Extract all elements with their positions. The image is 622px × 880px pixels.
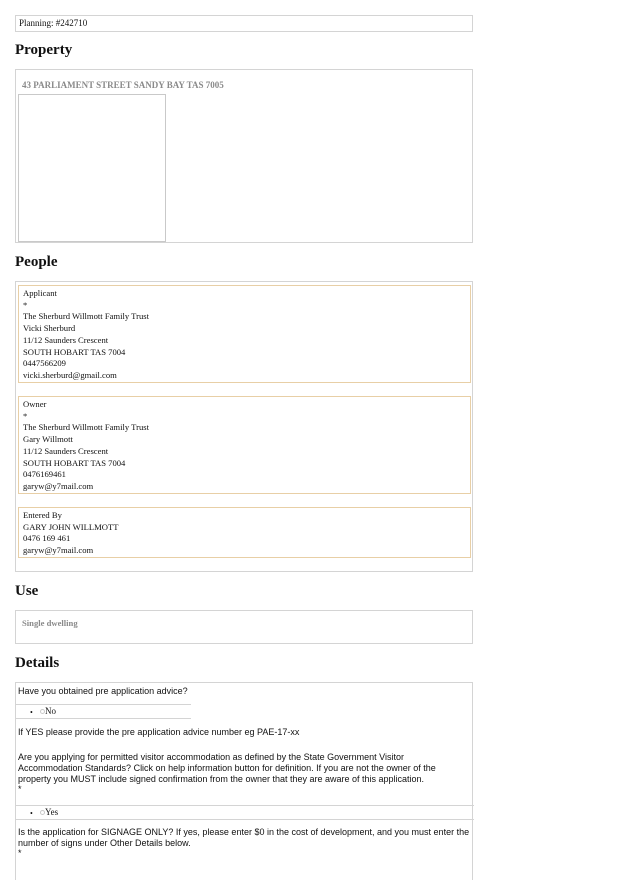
owner-name: The Sherburd Willmott Family Trust bbox=[23, 422, 150, 433]
entered-by-card bbox=[18, 507, 471, 558]
owner-role: Owner bbox=[23, 399, 47, 409]
entered-by-role: Entered By bbox=[23, 510, 62, 520]
people-box bbox=[15, 281, 473, 572]
entered-by-phone: 0476 169 461 bbox=[23, 533, 71, 544]
use-value: Single dwelling bbox=[22, 618, 78, 628]
question-visitor-accommodation-1: Are you applying for permitted visitor accommodation as defined by the State Government Visitor bbox=[18, 752, 405, 762]
applicant-name: The Sherburd Willmott Family Trust bbox=[23, 311, 150, 322]
question-visitor-accommodation-2: Accommodation Standards? Click on help information button for definition. If you are not the owner of the bbox=[18, 763, 436, 773]
owner-phone: 0476169461 bbox=[23, 469, 66, 480]
pre-application-followup: If YES please provide the pre application advice number eg PAE-17-xx bbox=[18, 727, 300, 737]
entered-by-email: garyw@y7mail.com bbox=[23, 545, 94, 556]
applicant-role: Applicant bbox=[23, 288, 57, 298]
property-address: 43 PARLIAMENT STREET SANDY BAY TAS 7005 bbox=[22, 80, 224, 90]
answer-no-label: No bbox=[45, 706, 56, 716]
owner-suburb: SOUTH HOBART TAS 7004 bbox=[23, 457, 126, 468]
question-signage-1: Is the application for SIGNAGE ONLY? If yes, please enter $0 in the cost of development, and you must enter the bbox=[18, 827, 470, 837]
owner-card bbox=[18, 396, 471, 494]
use-heading: Use bbox=[15, 583, 39, 599]
entered-by-name: GARY JOHN WILLMOTT bbox=[23, 521, 119, 532]
required-marker: * bbox=[23, 410, 28, 421]
planning-number: Planning: #242710 bbox=[19, 18, 88, 28]
planning-box bbox=[15, 15, 473, 32]
required-marker: * bbox=[18, 848, 22, 858]
question-signage-2: number of signs under Other Details below. bbox=[18, 838, 191, 848]
owner-contact: Gary Willmott bbox=[23, 434, 73, 445]
question-visitor-accommodation-3: property you MUST include signed confirmation from the owner that they are aware of this application. bbox=[18, 774, 425, 784]
applicant-phone: 0447566209 bbox=[23, 358, 66, 369]
pre-application-answer-row bbox=[16, 704, 191, 719]
question-pre-application: Have you obtained pre application advice? bbox=[18, 686, 188, 696]
people-heading: People bbox=[15, 254, 58, 270]
bullet: • bbox=[30, 708, 33, 717]
property-box bbox=[15, 69, 473, 243]
details-heading: Details bbox=[15, 655, 60, 671]
owner-email: garyw@y7mail.com bbox=[23, 480, 94, 491]
property-heading: Property bbox=[15, 42, 73, 58]
owner-street: 11/12 Saunders Crescent bbox=[23, 445, 109, 456]
property-map bbox=[18, 94, 166, 242]
visitor-accommodation-answer-row bbox=[16, 805, 474, 820]
use-box bbox=[15, 610, 473, 644]
applicant-suburb: SOUTH HOBART TAS 7004 bbox=[23, 346, 126, 357]
details-box bbox=[15, 682, 473, 880]
required-marker: * bbox=[18, 784, 22, 794]
bullet: • bbox=[30, 809, 33, 818]
applicant-card bbox=[18, 285, 471, 383]
required-marker: * bbox=[23, 299, 28, 310]
applicant-contact: Vicki Sherburd bbox=[23, 323, 76, 334]
answer-yes-label: Yes bbox=[45, 807, 59, 817]
applicant-email: vicki.sherburd@gmail.com bbox=[23, 369, 117, 380]
applicant-street: 11/12 Saunders Crescent bbox=[23, 334, 109, 345]
